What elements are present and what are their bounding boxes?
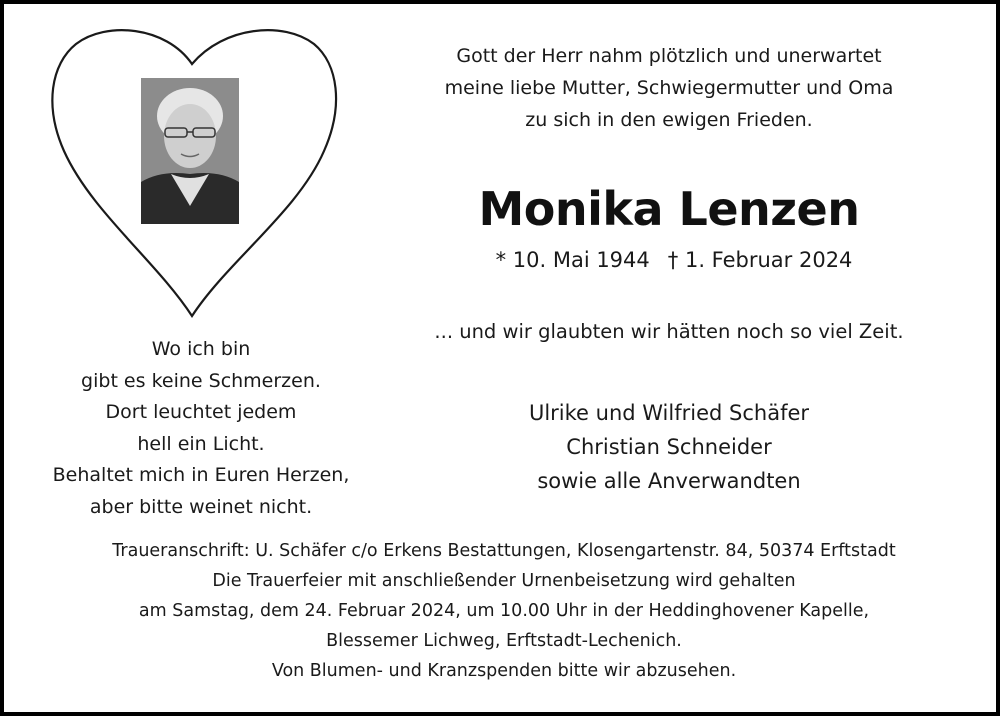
portrait-photo (141, 78, 239, 224)
family-line: Christian Schneider (566, 435, 772, 459)
family-line: sowie alle Anverwandten (537, 469, 801, 493)
footer-line: Blessemer Lichweg, Erftstadt-Lechenich. (326, 631, 682, 651)
intro-line: Gott der Herr nahm plötzlich und unerwartet (456, 45, 882, 67)
death-date: † 1. Februar 2024 (667, 248, 853, 272)
poem-line: hell ein Licht. (137, 432, 265, 455)
intro-text (404, 40, 934, 136)
family-line: Ulrike und Wilfried Schäfer (528, 401, 810, 425)
intro-line: meine liebe Mutter, Schwiegermutter und Oma (444, 77, 894, 99)
poem-line: gibt es keine Schmerzen. (81, 369, 321, 392)
poem-line: Dort leuchtet jedem (105, 401, 297, 423)
life-dates (434, 248, 914, 272)
poem-line: aber bitte weinet nicht. (89, 495, 313, 518)
mourning-address: Traueranschrift: U. Schäfer c/o Erkens Bestattungen, Klosengartenstr. 84, 50374 Erftstadt (112, 541, 896, 561)
footer-line: am Samstag, dem 24. Februar 2024, um 10.00 Uhr in der Heddinghovener Kapelle, (138, 601, 870, 621)
footer-line: Die Trauerfeier mit anschließender Urnenbeisetzung wird gehalten (212, 571, 796, 591)
poem-line: Behaltet mich in Euren Herzen, (52, 464, 350, 486)
funeral-details (34, 536, 974, 686)
birth-date: * 10. Mai 1944 (495, 248, 650, 272)
deceased-name: Monika Lenzen (478, 182, 860, 236)
poem-line: Wo ich bin (151, 338, 251, 360)
family-names (454, 396, 884, 498)
intro-line: zu sich in den ewigen Frieden. (525, 109, 813, 131)
poem (26, 334, 376, 523)
footer-line: Von Blumen- und Kranzspenden bitte wir abzusehen. (271, 661, 737, 681)
quote-text: ... und wir glaubten wir hätten noch so viel Zeit. (434, 320, 904, 343)
